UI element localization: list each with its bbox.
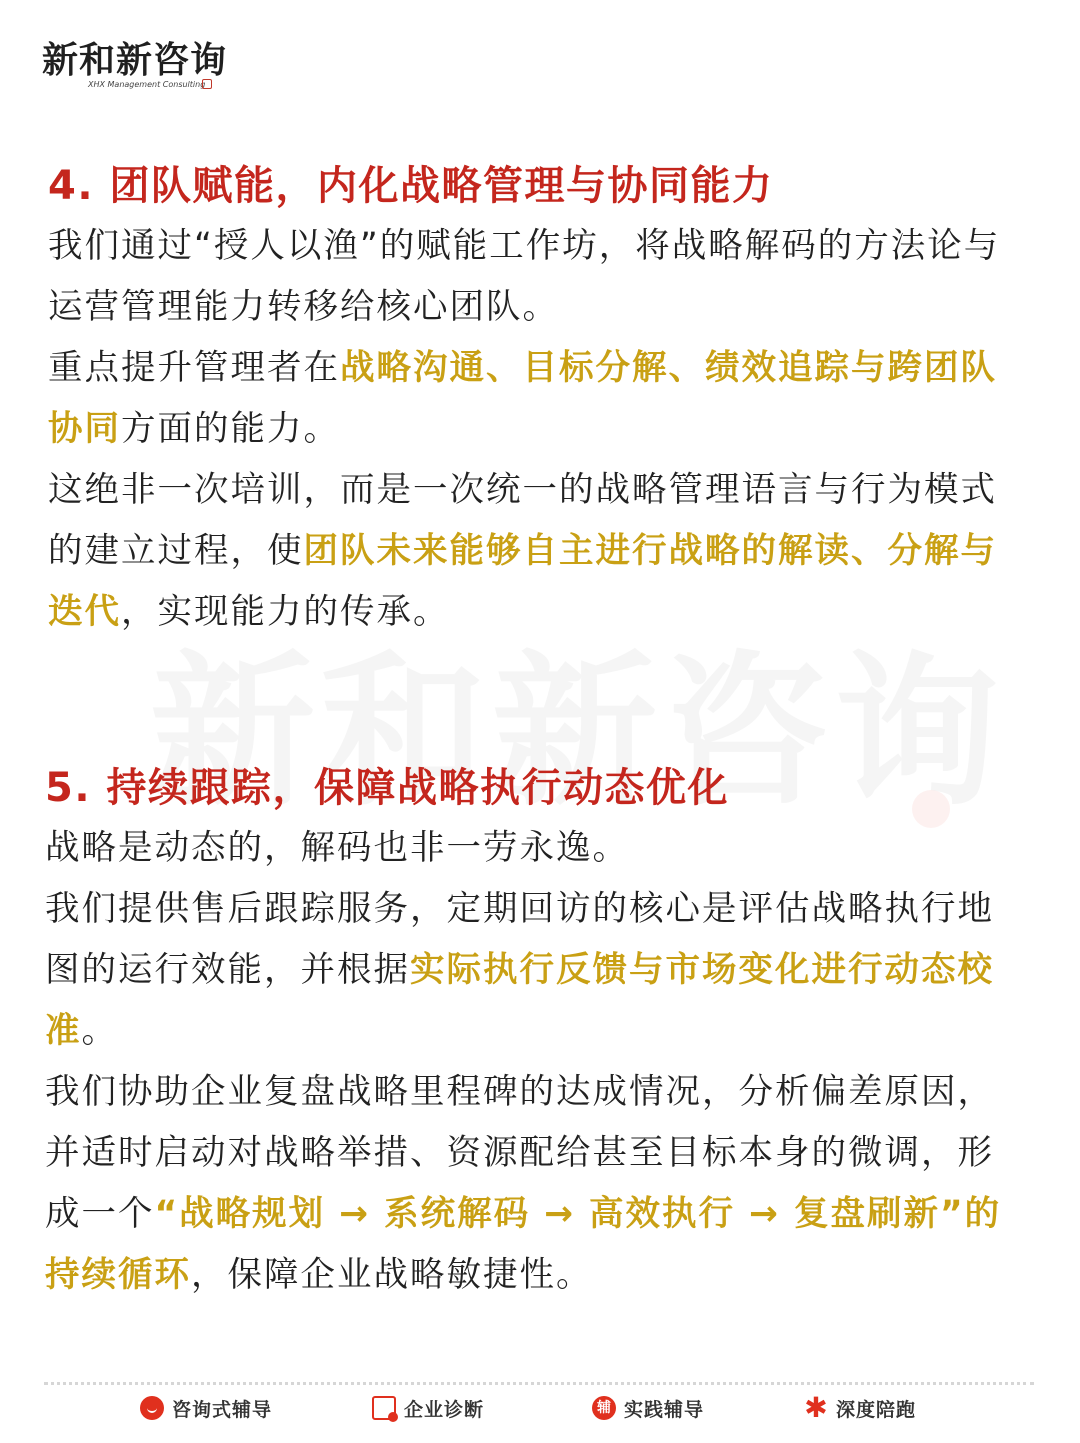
section-team-empowerment bbox=[48, 158, 1018, 643]
section-continuous-tracking bbox=[45, 760, 1015, 1306]
text: 。 bbox=[81, 1011, 118, 1051]
section-4-paragraph-2 bbox=[48, 338, 1018, 460]
footer-services bbox=[140, 1388, 940, 1428]
section-4-heading: 4. 团队赋能，内化战略管理与协同能力 bbox=[48, 163, 774, 209]
tutor-icon: 辅 bbox=[592, 1396, 616, 1420]
text: 方面的能力。 bbox=[121, 409, 340, 449]
section-4-paragraph-3 bbox=[48, 460, 1018, 643]
brand-subtitle: XHX Management Consulting bbox=[88, 80, 206, 89]
section-5-paragraph-2 bbox=[45, 879, 1015, 1062]
text: ，实现能力的传承。 bbox=[121, 592, 450, 632]
footer-item-label: 实践辅导 bbox=[624, 1398, 705, 1421]
diagnosis-icon bbox=[372, 1396, 396, 1420]
text: 我们协助企业复盘战略里程碑的达成情况，分析偏差原因，并适时启动对战略举措、资源配给甚至目标本身的微调，形成一个 bbox=[45, 1072, 994, 1234]
chat-icon bbox=[140, 1396, 164, 1420]
text: 我们提供售后跟踪服务，定期回访的核心是评估战略执行地图的运行效能，并根据 bbox=[45, 889, 994, 990]
footer-item-diagnosis[interactable] bbox=[372, 1392, 484, 1424]
section-5-heading: 5. 持续跟踪，保障战略执行动态优化 bbox=[45, 765, 729, 811]
footer-item-label: 企业诊断 bbox=[404, 1398, 485, 1421]
section-5-paragraph-1 bbox=[45, 818, 1015, 879]
footer-item-tutoring[interactable] bbox=[592, 1392, 704, 1424]
footer-divider bbox=[44, 1382, 1034, 1385]
text: 战略是动态的，解码也非一劳永逸。 bbox=[45, 828, 629, 868]
brand-title: 新和新咨询 bbox=[42, 39, 228, 81]
seal-icon bbox=[202, 79, 212, 89]
highlight: 战略沟通、目标分解、绩效追踪与跨团队协同 bbox=[48, 348, 997, 449]
section-4-paragraph-1 bbox=[48, 216, 1018, 338]
runner-icon: ✱ bbox=[804, 1391, 828, 1424]
highlight: “战略规划 → 系统解码 → 高效执行 → 复盘刷新”的持续循环 bbox=[45, 1194, 1002, 1295]
footer-item-label: 咨询式辅导 bbox=[172, 1398, 273, 1421]
footer-item-consulting[interactable] bbox=[140, 1392, 272, 1424]
highlight: 团队未来能够自主进行战略的解读、分解与迭代 bbox=[48, 531, 997, 632]
text: 这绝非一次培训，而是一次统一的战略管理语言与行为模式的建立过程，使 bbox=[48, 470, 997, 571]
footer-item-label: 深度陪跑 bbox=[836, 1398, 917, 1421]
text: 我们通过“授人以渔”的赋能工作坊，将战略解码的方法论与运营管理能力转移给核心团队。 bbox=[48, 226, 1001, 327]
text: ，保障企业战略敏捷性。 bbox=[191, 1255, 593, 1295]
footer-item-deep-accompany[interactable] bbox=[804, 1392, 916, 1424]
text: 重点提升管理者在 bbox=[48, 348, 340, 388]
brand-logo bbox=[42, 38, 232, 98]
highlight: 实际执行反馈与市场变化进行动态校准 bbox=[45, 950, 994, 1051]
section-5-paragraph-3 bbox=[45, 1062, 1015, 1306]
